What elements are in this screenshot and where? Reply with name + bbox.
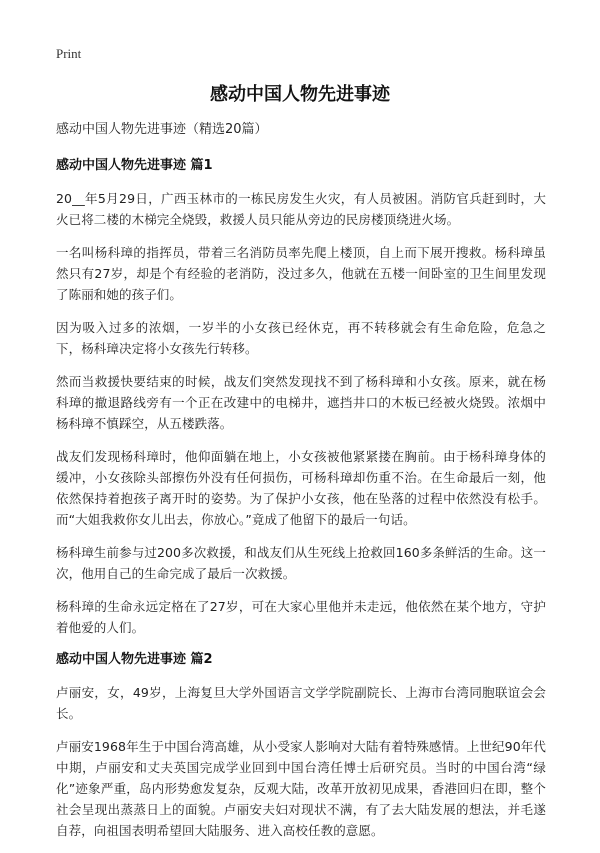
section-heading: 感动中国人物先进事迹 篇1 [56, 158, 213, 173]
paragraph: 杨科璋的生命永远定格在了27岁，可在大家心里他并未走远，他依然在某个地方，守护着他爱的人们。 [56, 599, 546, 635]
paragraph: 战友们发现杨科璋时，他仰面躺在地上，小女孩被他紧紧搂在胸前。由于杨科璋身体的缓冲，小女孩除头部擦伤外没有任何损伤，可杨科璋却伤重不治。在生命最后一刻，他依然保持着抱孩子离开时的姿势。为了保护小女孩，他在坠落的过程中依然没有松手。而“大姐我救你女儿出去，你放心。”竟成了他留下的最后一句话。 [56, 449, 546, 527]
page-title: 感动中国人物先进事迹 [210, 84, 390, 105]
paragraph: 杨科璋生前参与过200多次救援，和战友们从生死线上抢救回160多条鲜活的生命。这一次，他用自己的生命完成了最后一次救援。 [56, 545, 546, 581]
print-link[interactable]: Print [56, 46, 82, 61]
section-heading: 感动中国人物先进事迹 篇2 [56, 652, 213, 667]
article-subtitle: 感动中国人物先进事迹（精选20篇） [56, 122, 268, 137]
paragraph: 因为吸入过多的浓烟，一岁半的小女孩已经休克，再不转移就会有生命危险，危急之下，杨科璋决定将小女孩先行转移。 [56, 320, 546, 356]
article-body [56, 120, 546, 853]
paragraph: 一名叫杨科璋的指挥员，带着三名消防员率先爬上楼顶，自上而下展开搜救。杨科璋虽然只有27岁，却是个有经验的老消防，没过多久，他就在五楼一间卧室的卫生间里发现了陈丽和她的孩子们。 [56, 245, 546, 302]
paragraph: 20__年5月29日，广西玉林市的一栋民房发生火灾，有人员被困。消防官兵赶到时，大火已将二楼的木梯完全烧毁，救援人员只能从旁边的民房楼顶绕进火场。 [56, 191, 546, 227]
section-1 [56, 156, 546, 638]
paragraph: 卢丽安1968年生于中国台湾高雄，从小受家人影响对大陆有着特殊感情。上世纪90年代中期，卢丽安和丈夫英国完成学业回到中国台湾任博士后研究员。当时的中国台湾“绿化”迹象严重，岛内形势愈发复杂，反观大陆，改革开放初见成果，香港回归在即，整个社会呈现出蒸蒸日上的面貌。卢丽安夫妇对现状不满，有了去大陆发展的想法，并毛遂自荐，向祖国表明希望回大陆服务、进入高校任教的意愿。 [56, 739, 546, 838]
section-2 [56, 650, 546, 841]
paragraph: 然而当救援快要结束的时候，战友们突然发现找不到了杨科璋和小女孩。原来，就在杨科璋的撤退路线旁有一个正在改建中的电梯井，遮挡井口的木板已经被火烧毁。浓烟中杨科璋不慎踩空，从五楼跌落。 [56, 374, 546, 431]
paragraph: 卢丽安，女，49岁，上海复旦大学外国语言文学学院副院长、上海市台湾同胞联谊会会长。 [56, 685, 546, 721]
